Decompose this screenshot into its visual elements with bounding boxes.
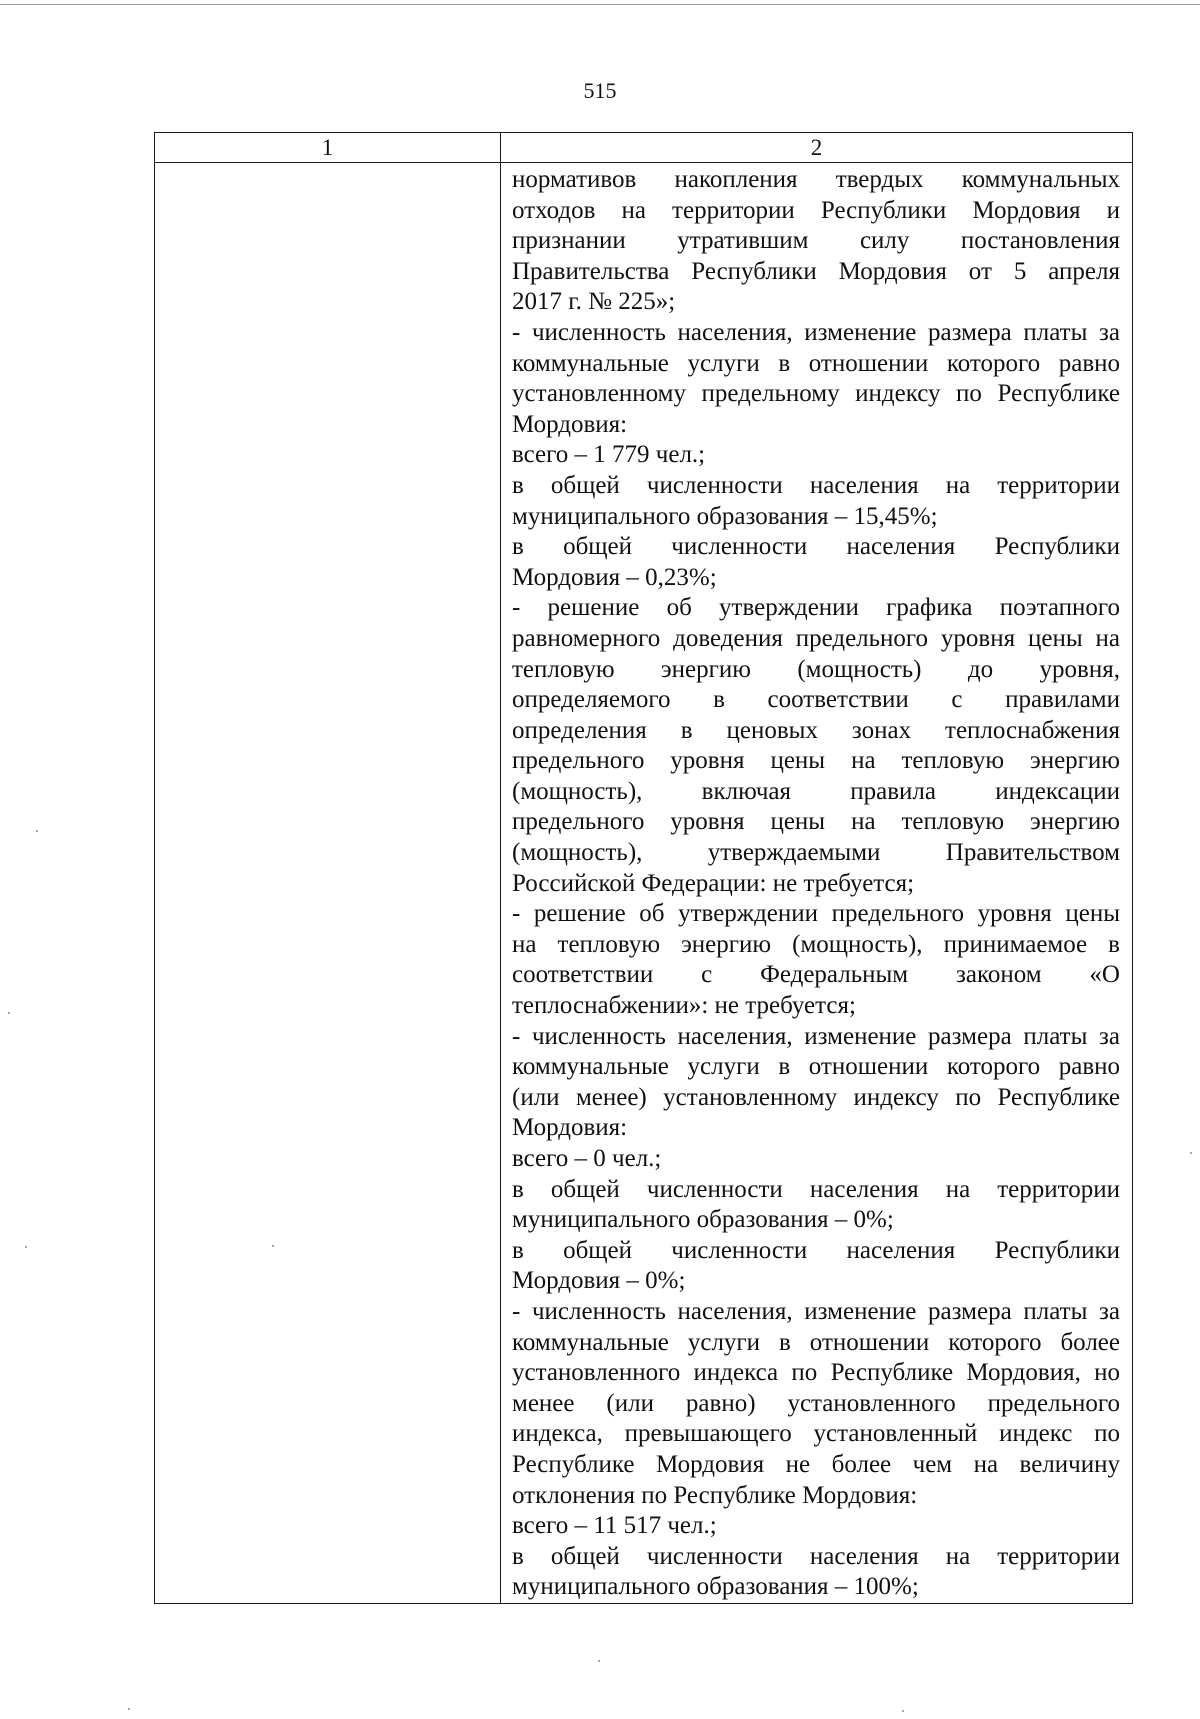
- text-line: (или менее) установленному индексу по Республике: [512, 1083, 1120, 1111]
- text-line: - решение об утверждении графика поэтапного: [512, 594, 1120, 622]
- text-line: определения в ценовых зонах теплоснабжения: [512, 716, 1120, 744]
- scan-speck: [598, 1660, 600, 1662]
- text-line: Мордовия:: [512, 1114, 628, 1142]
- text-line: - численность населения, изменение размера платы за: [512, 1022, 1120, 1050]
- text-line: Мордовия:: [512, 410, 628, 438]
- text-line: в общей численности населения на территории: [512, 1542, 1120, 1570]
- text-line: муниципального образования – 100%;: [512, 1573, 919, 1601]
- text-line: всего – 1 779 чел.;: [512, 441, 706, 469]
- text-line: признании утратившим силу постановления: [512, 227, 1120, 255]
- scan-speck: [128, 1708, 130, 1710]
- text-line: Российской Федерации: не требуется;: [512, 869, 915, 897]
- text-line: индекса, превышающего установленный индекс по: [512, 1420, 1120, 1448]
- text-line: в общей численности населения Республики: [512, 533, 1120, 561]
- table-body-row: [155, 163, 1133, 1604]
- column-2-cell: [501, 163, 1133, 1604]
- scan-speck: [1190, 1152, 1192, 1154]
- text-line: - численность населения, изменение размера платы за: [512, 318, 1120, 346]
- text-line: в общей численности населения на территории: [512, 1175, 1120, 1203]
- text-line: предельного уровня цены на тепловую энергию: [512, 808, 1120, 836]
- text-line: в общей численности населения Республики: [512, 1236, 1120, 1264]
- scan-speck: [8, 1012, 10, 1014]
- text-line: менее (или равно) установленного предельного: [512, 1389, 1120, 1417]
- text-line: равномерного доведения предельного уровня цены на: [512, 624, 1120, 652]
- text-line: - численность населения, изменение размера платы за: [512, 1297, 1120, 1325]
- text-line: коммунальные услуги в отношении которого более: [512, 1328, 1120, 1356]
- text-line: Мордовия – 0%;: [512, 1267, 686, 1295]
- scan-speck: [272, 1245, 274, 1247]
- text-line: всего – 11 517 чел.;: [512, 1512, 717, 1540]
- page-number: 515: [583, 78, 617, 103]
- column-2-text: [512, 165, 1120, 1603]
- document-table: [154, 132, 1133, 1604]
- text-line: на тепловую энергию (мощность), принимаемое в: [512, 930, 1120, 958]
- text-line: муниципального образования – 15,45%;: [512, 502, 938, 530]
- text-line: 2017 г. № 225»;: [512, 288, 676, 316]
- text-line: отходов на территории Республики Мордовия и: [512, 196, 1120, 224]
- scan-speck: [902, 1710, 904, 1712]
- scan-speck: [25, 1246, 27, 1248]
- text-line: предельного уровня цены на тепловую энергию: [512, 747, 1120, 775]
- text-line: коммунальные услуги в отношении которого равно: [512, 1053, 1120, 1081]
- text-line: нормативов накопления твердых коммунальных: [512, 166, 1120, 193]
- text-line: соответствии с Федеральным законом «О: [512, 961, 1120, 989]
- text-line: (мощность), включая правила индексации: [512, 777, 1120, 805]
- column-1-header: 1: [155, 133, 501, 163]
- text-line: определяемого в соответствии с правилами: [512, 686, 1120, 714]
- column-1-cell: [155, 163, 501, 1604]
- text-line: (мощность), утверждаемыми Правительством: [512, 839, 1120, 867]
- text-line: установленного индекса по Республике Мордовия, но: [512, 1359, 1120, 1387]
- text-line: теплоснабжении»: не требуется;: [512, 992, 856, 1020]
- scan-speck: [36, 830, 38, 832]
- text-line: отклонения по Республике Мордовия:: [512, 1481, 918, 1509]
- text-line: всего – 0 чел.;: [512, 1145, 662, 1172]
- text-line: Правительства Республики Мордовия от 5 апреля: [512, 257, 1120, 285]
- table-header-row: [155, 133, 1133, 163]
- text-line: в общей численности населения на территории: [512, 471, 1120, 499]
- text-line: муниципального образования – 0%;: [512, 1206, 894, 1234]
- text-line: - решение об утверждении предельного уровня цены: [512, 900, 1120, 928]
- text-line: тепловую энергию (мощность) до уровня,: [512, 655, 1120, 683]
- column-2-header: 2: [501, 133, 1133, 163]
- text-line: установленному предельному индексу по Республике: [512, 380, 1120, 408]
- text-line: коммунальные услуги в отношении которого равно: [512, 349, 1120, 377]
- text-line: Республике Мордовия не более чем на величину: [512, 1450, 1120, 1478]
- top-edge-rule: [0, 4, 1200, 5]
- text-line: Мордовия – 0,23%;: [512, 563, 717, 591]
